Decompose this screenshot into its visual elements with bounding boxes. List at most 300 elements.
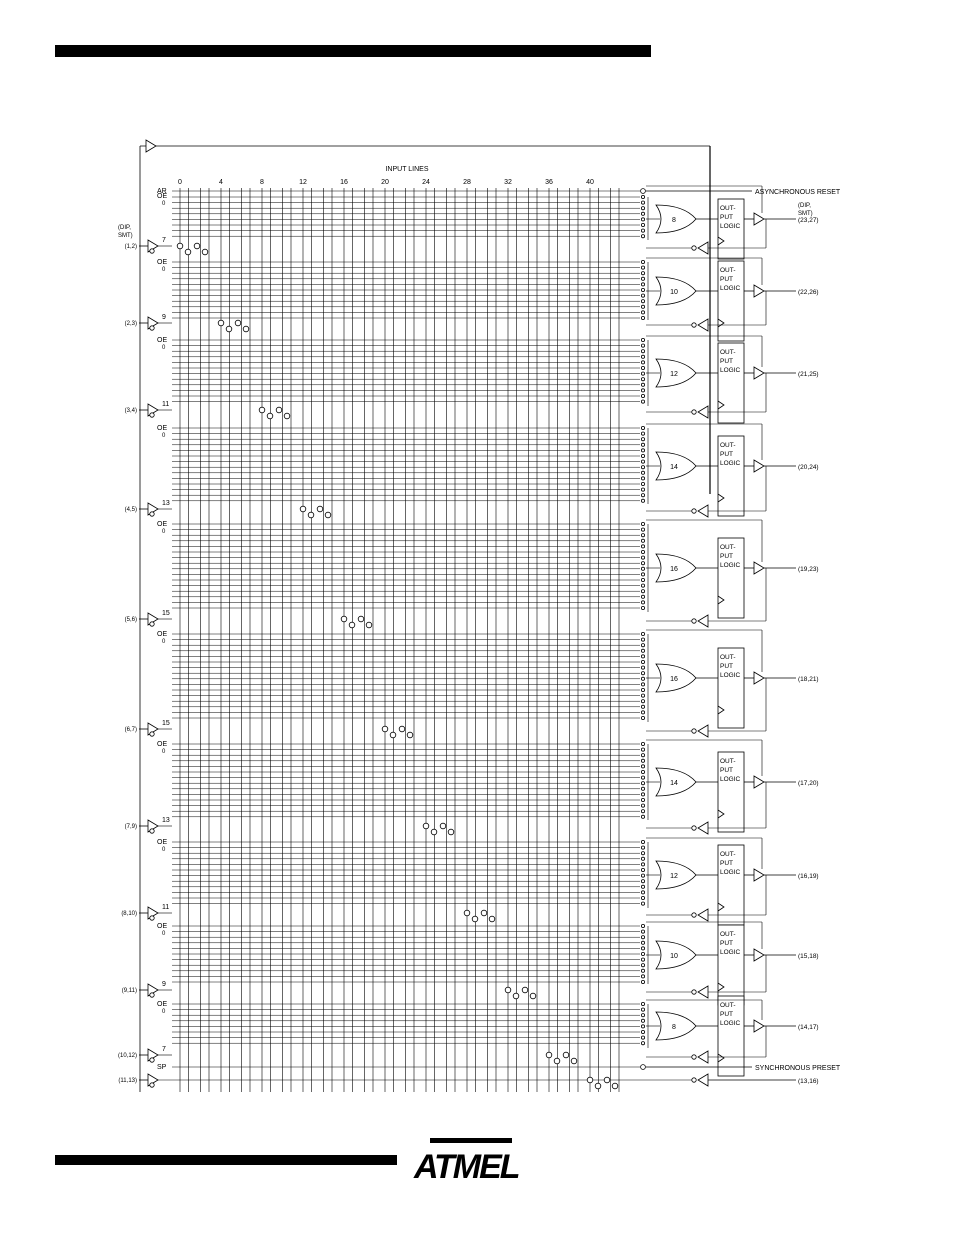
product-term-node	[641, 810, 644, 813]
product-term-node	[641, 765, 644, 768]
product-term-node	[641, 840, 644, 843]
last-output-buffer	[698, 1074, 708, 1086]
output-logic-label: PUT	[720, 767, 733, 774]
left-pin-header: (DIP,	[118, 225, 131, 231]
output-buffer	[754, 367, 764, 379]
product-term-node	[641, 716, 644, 719]
output-logic-label: LOGIC	[720, 869, 741, 876]
input-line-tick: 4	[219, 179, 223, 186]
output-buffer	[754, 1020, 764, 1032]
product-term-node	[641, 311, 644, 314]
product-term-node	[641, 471, 644, 474]
or-gate-term-count: 16	[670, 566, 678, 573]
product-term-node	[641, 443, 644, 446]
product-term-node	[641, 499, 644, 502]
right-pin-header: SMT)	[798, 211, 813, 217]
input-pin-label: (5,6)	[124, 617, 137, 623]
term-count-label: 9	[162, 981, 166, 988]
term-zero-label: 0	[162, 749, 166, 755]
product-term-node	[641, 426, 644, 429]
product-term-node	[641, 683, 644, 686]
output-logic-label: OUT-	[720, 654, 736, 661]
input-line-tick: 16	[340, 179, 348, 186]
output-pin-label: (14,17)	[798, 1024, 819, 1031]
output-logic-label: LOGIC	[720, 367, 741, 374]
feedback-inverter	[692, 410, 696, 414]
product-term-node	[641, 316, 644, 319]
output-logic-label: PUT	[720, 553, 733, 560]
product-term-node	[641, 344, 644, 347]
clock-buffer	[146, 140, 156, 152]
product-term-node	[641, 655, 644, 658]
or-gate-term-count: 12	[670, 873, 678, 880]
product-term-node	[641, 638, 644, 641]
feedback-buffer	[698, 319, 708, 331]
product-term-node	[641, 272, 644, 275]
product-term-node	[641, 338, 644, 341]
product-term-node	[641, 969, 644, 972]
feedback-true-node	[440, 823, 446, 829]
feedback-comp-node	[448, 829, 454, 835]
product-term-node	[641, 550, 644, 553]
output-pin-label: (20,24)	[798, 464, 819, 471]
input-pin-label: (1,2)	[124, 244, 137, 250]
product-term-node	[641, 223, 644, 226]
async-reset-label: ASYNCHRONOUS RESET	[755, 189, 841, 196]
product-term-node	[641, 460, 644, 463]
or-gate-term-count: 10	[670, 953, 678, 960]
feedback-buffer	[698, 909, 708, 921]
input-comp-node	[349, 622, 355, 628]
product-term-node	[641, 573, 644, 576]
feedback-buffer	[698, 986, 708, 998]
term-zero-label: 0	[162, 931, 166, 937]
oe-label: OE	[157, 337, 168, 344]
left-pin-header: SMT)	[118, 233, 133, 239]
product-term-node	[641, 534, 644, 537]
input-line-tick: 40	[586, 179, 594, 186]
product-term-node	[641, 432, 644, 435]
product-term-node	[641, 711, 644, 714]
input-pin-label: (4,5)	[124, 507, 137, 513]
product-term-node	[641, 776, 644, 779]
oe-label: OE	[157, 631, 168, 638]
output-logic-label: OUT-	[720, 931, 736, 938]
input-inverter	[150, 326, 154, 330]
product-term-node	[641, 891, 644, 894]
output-buffer	[754, 869, 764, 881]
input-pin-label: (2,3)	[124, 321, 137, 327]
output-logic-label: LOGIC	[720, 223, 741, 230]
term-count-label: 7	[162, 237, 166, 244]
feedback-buffer	[698, 615, 708, 627]
wires	[139, 140, 796, 1092]
oe-label: OE	[157, 1001, 168, 1008]
term-count-label: 7	[162, 1046, 166, 1053]
oe-label: OE	[157, 741, 168, 748]
input-true-node	[382, 726, 388, 732]
output-logic-label: OUT-	[720, 1002, 736, 1009]
output-logic-label: PUT	[720, 451, 733, 458]
output-logic-label: OUT-	[720, 758, 736, 765]
sync-preset-label: SYNCHRONOUS PRESET	[755, 1065, 841, 1072]
output-logic-label: OUT-	[720, 267, 736, 274]
output-pin-label: (19,23)	[798, 566, 819, 573]
product-term-node	[641, 1030, 644, 1033]
output-logic-label: LOGIC	[720, 562, 741, 569]
product-term-node	[641, 863, 644, 866]
input-line-tick: 36	[545, 179, 553, 186]
product-term-node	[641, 672, 644, 675]
input-pin-label: (3,4)	[124, 408, 137, 414]
product-term-node	[641, 218, 644, 221]
or-gate-term-count: 14	[670, 780, 678, 787]
product-term-node	[641, 595, 644, 598]
output-logic-label: PUT	[720, 358, 733, 365]
input-inverter	[150, 249, 154, 253]
feedback-true-node	[276, 407, 282, 413]
or-gate-term-count: 8	[672, 1024, 676, 1031]
product-term-node	[641, 366, 644, 369]
product-term-node	[641, 694, 644, 697]
last-input-pin-label: (11,13)	[118, 1078, 137, 1084]
feedback-comp-node	[571, 1058, 577, 1064]
input-comp-node	[554, 1058, 560, 1064]
output-logic-label: PUT	[720, 860, 733, 867]
feedback-inverter	[692, 729, 696, 733]
input-line-tick: 8	[260, 179, 264, 186]
product-term-node	[641, 195, 644, 198]
product-term-node	[641, 528, 644, 531]
product-term-node	[641, 389, 644, 392]
feedback-inverter	[692, 619, 696, 623]
or-gate-term-count: 14	[670, 464, 678, 471]
product-term-node	[641, 288, 644, 291]
output-logic-label: PUT	[720, 1011, 733, 1018]
product-term-node	[641, 1042, 644, 1045]
term-zero-label: 0	[162, 639, 166, 645]
term-zero-label: 0	[162, 267, 166, 273]
input-inverter	[150, 829, 154, 833]
output-logic-label: LOGIC	[720, 776, 741, 783]
product-term-node	[641, 438, 644, 441]
product-term-node	[641, 742, 644, 745]
feedback-comp-node	[407, 732, 413, 738]
term-count-label: 9	[162, 314, 166, 321]
product-term-node	[641, 980, 644, 983]
output-logic-label: PUT	[720, 663, 733, 670]
input-true-node	[177, 243, 183, 249]
input-pin-label: (6,7)	[124, 727, 137, 733]
output-buffer	[754, 776, 764, 788]
feedback-inverter	[692, 323, 696, 327]
input-inverter	[150, 512, 154, 516]
term-count-label: 11	[162, 401, 170, 408]
oe-label: OE	[157, 839, 168, 846]
input-inverter	[150, 622, 154, 626]
term-zero-label: 0	[162, 529, 166, 535]
term-count-label: 13	[162, 500, 170, 507]
oe-label: OE	[157, 521, 168, 528]
output-logic-label: OUT-	[720, 349, 736, 356]
feedback-comp-node	[530, 993, 536, 999]
last-output-inverter	[692, 1078, 696, 1082]
product-term-node	[641, 466, 644, 469]
product-term-node	[641, 798, 644, 801]
product-term-node	[641, 846, 644, 849]
product-term-node	[641, 958, 644, 961]
last-input-comp-node	[595, 1083, 601, 1089]
output-logic-label: PUT	[720, 276, 733, 283]
product-term-node	[641, 936, 644, 939]
input-comp-node	[472, 916, 478, 922]
input-true-node	[505, 987, 511, 993]
product-term-node	[641, 260, 644, 263]
input-true-node	[218, 320, 224, 326]
feedback-comp-node	[243, 326, 249, 332]
output-buffer	[754, 213, 764, 225]
feedback-comp-node	[202, 249, 208, 255]
input-line-tick: 20	[381, 179, 389, 186]
input-comp-node	[513, 993, 519, 999]
product-term-node	[641, 902, 644, 905]
feedback-comp-node	[366, 622, 372, 628]
oe-label: OE	[157, 425, 168, 432]
product-term-node	[641, 660, 644, 663]
product-term-node	[641, 601, 644, 604]
output-buffer	[754, 285, 764, 297]
output-pin-label: (15,18)	[798, 953, 819, 960]
input-true-node	[341, 616, 347, 622]
feedback-true-node	[194, 243, 200, 249]
output-logic-label: LOGIC	[720, 285, 741, 292]
term-count-label: 11	[162, 904, 170, 911]
product-term-node	[641, 649, 644, 652]
product-term-node	[641, 584, 644, 587]
product-term-node	[641, 229, 644, 232]
product-term-node	[641, 539, 644, 542]
product-term-node	[641, 212, 644, 215]
feedback-true-node	[522, 987, 528, 993]
product-term-node	[641, 700, 644, 703]
or-gate-term-count: 10	[670, 289, 678, 296]
product-term-node	[641, 283, 644, 286]
input-comp-node	[185, 249, 191, 255]
product-term-node	[641, 355, 644, 358]
feedback-true-node	[235, 320, 241, 326]
product-term-node	[641, 868, 644, 871]
input-lines-label: INPUT LINES	[385, 166, 429, 173]
product-term-node	[641, 677, 644, 680]
last-output-pin-label: (13,16)	[798, 1078, 819, 1085]
output-logic-label: OUT-	[720, 544, 736, 551]
product-term-node	[641, 1036, 644, 1039]
last-feedback-true-node	[604, 1077, 610, 1083]
or-gate-term-count: 8	[672, 217, 676, 224]
product-term-node	[641, 562, 644, 565]
product-term-node	[641, 885, 644, 888]
output-pin-label: (22,26)	[798, 289, 819, 296]
right-pin-header: (DIP,	[798, 203, 811, 209]
product-term-node	[641, 705, 644, 708]
output-logic-label: LOGIC	[720, 949, 741, 956]
product-term-node	[641, 494, 644, 497]
feedback-buffer	[698, 1051, 708, 1063]
product-term-node	[641, 383, 644, 386]
product-term-node	[641, 896, 644, 899]
feedback-buffer	[698, 406, 708, 418]
input-true-node	[300, 506, 306, 512]
product-term-node	[641, 952, 644, 955]
oe-label: OE	[157, 923, 168, 930]
product-term-node	[641, 975, 644, 978]
output-buffer	[754, 672, 764, 684]
product-term-node	[641, 482, 644, 485]
product-term-node	[641, 556, 644, 559]
output-logic-label: PUT	[720, 214, 733, 221]
term-zero-label: 0	[162, 433, 166, 439]
product-term-node	[641, 477, 644, 480]
grid-lines	[172, 188, 640, 1092]
term-count-label: 15	[162, 610, 170, 617]
input-true-node	[464, 910, 470, 916]
output-pin-label: (16,19)	[798, 873, 819, 880]
term-zero-label: 0	[162, 1009, 166, 1015]
product-term-node	[641, 964, 644, 967]
output-buffer	[754, 562, 764, 574]
product-term-node	[641, 1025, 644, 1028]
input-pin-label: (10,12)	[117, 1053, 137, 1059]
product-term-node	[641, 454, 644, 457]
input-line-tick: 32	[504, 179, 512, 186]
input-pin-label: (7,9)	[124, 824, 137, 830]
product-term-node	[641, 787, 644, 790]
term-zero-label: 0	[162, 201, 166, 207]
product-term-node	[641, 567, 644, 570]
input-comp-node	[308, 512, 314, 518]
product-term-node	[641, 606, 644, 609]
feedback-inverter	[692, 913, 696, 917]
term-zero-label: 0	[162, 345, 166, 351]
oe-label: OE	[157, 259, 168, 266]
oe-label: OE	[157, 193, 168, 200]
product-term-node	[641, 449, 644, 452]
feedback-inverter	[692, 826, 696, 830]
product-term-node	[641, 947, 644, 950]
output-buffer	[754, 460, 764, 472]
output-pin-label: (23,27)	[798, 217, 819, 224]
term-count-label: 13	[162, 817, 170, 824]
product-term-node	[641, 394, 644, 397]
product-term-node	[641, 300, 644, 303]
product-term-node	[641, 941, 644, 944]
feedback-true-node	[563, 1052, 569, 1058]
product-term-node	[641, 666, 644, 669]
product-term-node	[641, 235, 644, 238]
last-input-inverter	[150, 1083, 154, 1087]
product-term-node	[641, 1019, 644, 1022]
output-logic-label: OUT-	[720, 851, 736, 858]
input-inverter	[150, 1058, 154, 1062]
output-logic-label: PUT	[720, 940, 733, 947]
input-true-node	[546, 1052, 552, 1058]
product-term-node	[641, 522, 644, 525]
feedback-comp-node	[325, 512, 331, 518]
feedback-true-node	[358, 616, 364, 622]
input-true-node	[259, 407, 265, 413]
or-gate-term-count: 12	[670, 371, 678, 378]
product-term-node	[641, 782, 644, 785]
product-term-node	[641, 815, 644, 818]
feedback-inverter	[692, 246, 696, 250]
output-buffer	[754, 949, 764, 961]
product-term-node	[641, 378, 644, 381]
product-term-node	[641, 804, 644, 807]
feedback-true-node	[399, 726, 405, 732]
or-gate	[656, 205, 696, 233]
product-term-node	[641, 770, 644, 773]
product-term-node	[641, 350, 644, 353]
product-term-node	[641, 590, 644, 593]
output-logic-label: LOGIC	[720, 1020, 741, 1027]
feedback-true-node	[481, 910, 487, 916]
product-term-node	[641, 688, 644, 691]
product-term-node	[641, 880, 644, 883]
output-pin-label: (17,20)	[798, 780, 819, 787]
product-term-node	[641, 578, 644, 581]
feedback-comp-node	[489, 916, 495, 922]
feedback-true-node	[317, 506, 323, 512]
feedback-comp-node	[284, 413, 290, 419]
product-term-node	[641, 857, 644, 860]
last-feedback-comp-node	[612, 1083, 618, 1089]
product-term-node	[641, 930, 644, 933]
last-input-true-node	[587, 1077, 593, 1083]
output-logic-label: OUT-	[720, 205, 736, 212]
output-pin-label: (18,21)	[798, 676, 819, 683]
product-term-node	[641, 201, 644, 204]
product-term-node	[641, 852, 644, 855]
product-term-node	[641, 372, 644, 375]
term-count-label: 15	[162, 720, 170, 727]
sp-label: SP	[157, 1064, 167, 1071]
input-line-tick: 24	[422, 179, 430, 186]
feedback-buffer	[698, 242, 708, 254]
input-pin-label: (9,11)	[121, 988, 137, 994]
ar-label: AR	[157, 188, 167, 195]
product-term-node	[641, 361, 644, 364]
product-term-node	[641, 294, 644, 297]
feedback-inverter	[692, 509, 696, 513]
input-inverter	[150, 916, 154, 920]
sp-node	[641, 1065, 646, 1070]
atmel-logo	[408, 1136, 528, 1184]
product-term-node	[641, 754, 644, 757]
product-term-node	[641, 400, 644, 403]
product-term-node	[641, 207, 644, 210]
input-inverter	[150, 993, 154, 997]
input-line-tick: 28	[463, 179, 471, 186]
output-pin-label: (21,25)	[798, 371, 819, 378]
term-zero-label: 0	[162, 847, 166, 853]
ar-node	[641, 189, 646, 194]
input-line-tick: 0	[178, 179, 182, 186]
input-comp-node	[431, 829, 437, 835]
feedback-buffer	[698, 725, 708, 737]
product-term-node	[641, 644, 644, 647]
product-term-node	[641, 277, 644, 280]
product-term-node	[641, 266, 644, 269]
